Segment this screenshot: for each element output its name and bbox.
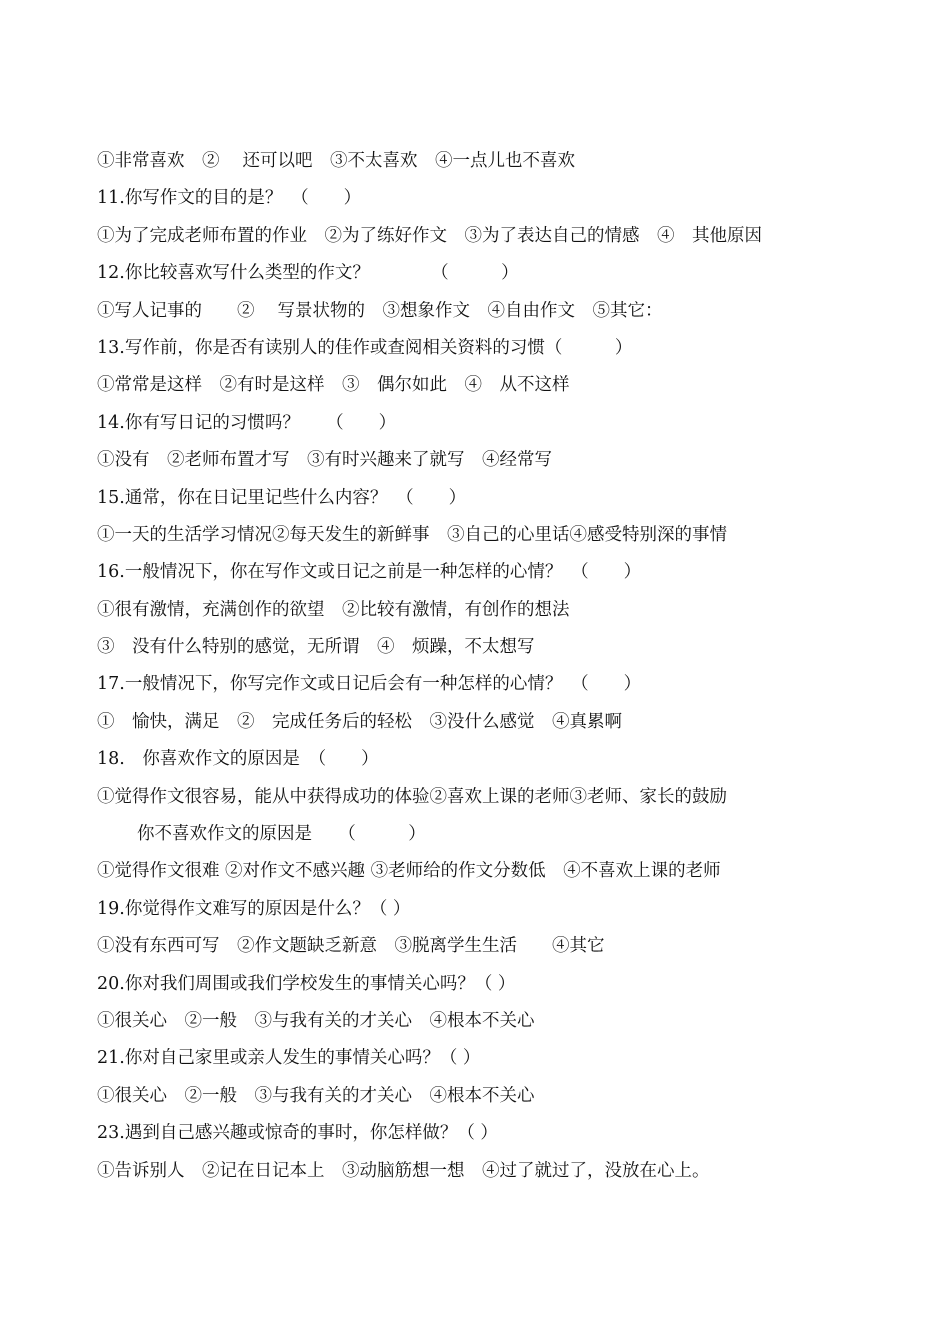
- question-12: 12.你比较喜欢写什么类型的作文？ （ ）: [97, 263, 519, 284]
- options-20: ①很关心 ②一般 ③与我有关的才关心 ④根本不关心: [97, 1010, 535, 1031]
- options-23: ①告诉别人 ②记在日记本上 ③动脑筋想一想 ④过了就过了，没放在心上。: [97, 1160, 710, 1181]
- options-13: ①常常是这样 ②有时是这样 ③ 偶尔如此 ④ 从不这样: [97, 375, 570, 396]
- question-13: 13.写作前，你是否有读别人的佳作或查阅相关资料的习惯（ ）: [97, 337, 633, 358]
- question-18-dislike: 你不喜欢作文的原因是 （ ）: [137, 824, 426, 845]
- options-15: ①一天的生活学习情况②每天发生的新鲜事 ③自己的心里话④感受特别深的事情: [97, 524, 727, 545]
- options-21: ①很关心 ②一般 ③与我有关的才关心 ④根本不关心: [97, 1085, 535, 1106]
- options-12: ①写人记事的 ② 写景状物的 ③想象作文 ④自由作文 ⑤其它：: [97, 300, 663, 321]
- question-18: 18. 你喜欢作文的原因是 （ ）: [97, 749, 379, 770]
- question-16: 16.一般情况下，你在写作文或日记之前是一种怎样的心情？ （ ）: [97, 562, 642, 583]
- options-18-dislike: ①觉得作文很难 ②对作文不感兴趣 ③老师给的作文分数低 ④不喜欢上课的老师: [97, 861, 721, 882]
- questionnaire-text: [97, 145, 917, 1192]
- options-14: ①没有 ②老师布置才写 ③有时兴趣来了就写 ④经常写: [97, 450, 552, 471]
- options-16-a: ①很有激情，充满创作的欲望 ②比较有激情，有创作的想法: [97, 599, 570, 620]
- question-19: 19.你觉得作文难写的原因是什么？（ ）: [97, 898, 411, 919]
- options-17: ① 愉快，满足 ② 完成任务后的轻松 ③没什么感觉 ④真累啊: [97, 711, 622, 732]
- options-11: ①为了完成老师布置的作业 ②为了练好作文 ③为了表达自己的情感 ④ 其他原因: [97, 225, 762, 246]
- options-18-like: ①觉得作文很容易，能从中获得成功的体验②喜欢上课的老师③老师、家长的鼓励: [97, 786, 727, 807]
- question-14: 14.你有写日记的习惯吗？ （ ）: [97, 412, 397, 433]
- question-11: 11.你写作文的目的是？ （ ）: [97, 188, 362, 209]
- question-23: 23.遇到自己感兴趣或惊奇的事时，你怎样做？（ ）: [97, 1123, 498, 1144]
- options-16-b: ③ 没有什么特别的感觉，无所谓 ④ 烦躁，不太想写: [97, 637, 535, 658]
- question-17: 17.一般情况下，你写完作文或日记后会有一种怎样的心情？ （ ）: [97, 674, 642, 695]
- question-20: 20.你对我们周围或我们学校发生的事情关心吗？（ ）: [97, 973, 516, 994]
- question-21: 21.你对自己家里或亲人发生的事情关心吗？（ ）: [97, 1048, 481, 1069]
- question-15: 15.通常，你在日记里记些什么内容？ （ ）: [97, 487, 467, 508]
- options-19: ①没有东西可写 ②作文题缺乏新意 ③脱离学生生活 ④其它: [97, 936, 605, 957]
- line-options-10: ①非常喜欢 ② 还可以吧 ③不太喜欢 ④一点儿也不喜欢: [97, 151, 576, 171]
